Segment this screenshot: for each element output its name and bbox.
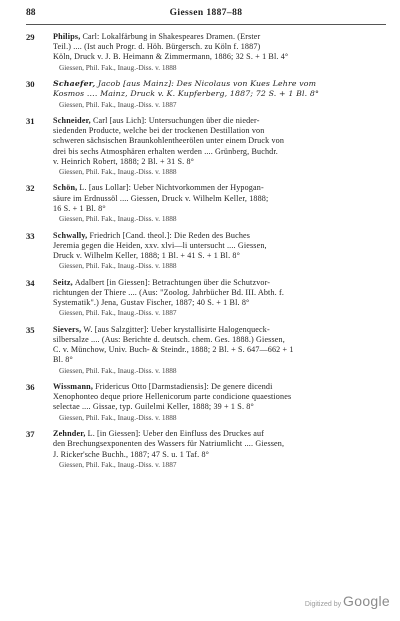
entry-line-text: Bl. 8° [53,355,73,365]
entry-number: 31 [26,115,35,126]
entry-line [53,402,386,412]
entry-line-text: v. Heinrich Robert, 1888; 2 Bl. + 31 S. 8° [53,156,195,166]
entry-line-text: silbersalze .... (Aus: Berichte d. deutsch. chem. Ges. 1888.) Giessen, [53,334,285,344]
entry-line [53,325,386,335]
entry-line-text: Adalbert [in Giessen]: Betrachtungen über die Schutzvor- [74,277,271,287]
entry-line [53,204,386,214]
page-number: 88 [26,8,36,18]
entry-line [53,241,386,251]
entry-text [53,278,386,309]
entry-line-text: L. [aus Lollar]: Ueber Nichtvorkommen der Hypogan- [79,183,264,193]
entry-line [53,355,386,365]
entry-line [53,183,386,193]
bibliography-entry [26,32,386,79]
entry-dissertation-note: Giessen, Phil. Fak., Inaug.-Diss. v. 1888 [59,167,177,176]
entry-line [53,157,386,167]
entry-text [53,32,386,63]
entry-line [53,126,386,136]
entry-line-text: Xenophonteo deque priore Hellenicorum parte condicione quaestiones [53,392,292,402]
entry-author: Schneider, [53,115,91,125]
entry-number: 32 [26,183,35,194]
entry-line-text: Jeremia gegen die Heiden, xxv. xlvi—li untersucht .... Giessen, [53,240,267,250]
bibliography-entry [26,382,386,429]
entry-number: 34 [26,277,35,288]
entry-number: 35 [26,324,35,335]
entry-line-text: den Brechungsexponenten des Wassers für Natriumlicht .... Giessen, [53,439,285,449]
entry-line-text: L. [in Giessen]: Ueber den Einfluss des Druckes auf [87,429,265,439]
entry-line-text: Carl: Lokalfärbung in Shakespeares Dramen. (Erster [82,32,261,41]
entry-line-text: säure im Erdnussöl .... Giessen, Druck v. Wilhelm Keller, 1888; [53,193,269,203]
entry-number: 33 [26,230,35,241]
entry-line [53,251,386,261]
entry-dissertation-note: Giessen, Phil. Fak., Inaug.-Diss. v. 1887 [59,308,177,318]
entry-line [53,450,386,460]
entry-author: Schön, [53,183,78,193]
watermark-prefix: Digitized by [304,601,342,608]
entry-line-text: selectae .... Gissae, typ. Guilelmi Keller, 1888; 39 + 1 S. 8° [53,402,254,412]
entry-text [53,183,386,214]
entry-number: 37 [26,429,35,440]
entry-line-text: Kosmos .... Mainz, Druck v. K. Kupferberg, 1887; 72 S. + 1 Bl. 8° [53,89,320,99]
entry-author: Zehnder, [53,429,86,439]
entry-text [53,79,386,99]
entry-line [53,298,386,308]
entry-author: Wissmann, [53,382,94,392]
entry-number: 36 [26,382,35,393]
entry-dissertation-note: Giessen, Phil. Fak., Inaug.-Diss. v. 1888 [59,62,177,72]
entry-author: Schaefer, [53,79,96,89]
entry-dissertation-note: Giessen, Phil. Fak., Inaug.-Diss. v. 1888 [59,412,177,422]
entry-line [53,278,386,288]
bibliography-entry [26,325,386,382]
entry-line [53,32,386,42]
entry-line-text: C. v. Münchow, Univ. Buch- & Steindr., 1888; 2 Bl. + S. 647—662 + 1 [53,345,294,355]
entry-line [53,231,386,241]
bibliography-entry [26,183,386,230]
entry-line-text: Köln, Druck v. J. B. Heimann & Zimmermann, 1886; 32 S. + 1 Bl. 4° [53,52,289,62]
entry-line-text: Teil.) .... (Ist auch Progr. d. Höh. Bürgersch. zu Köln f. 1887) [53,42,261,52]
entry-line [53,116,386,126]
bibliography-entry [26,116,386,184]
entry-list [26,32,386,476]
entry-line [53,345,386,355]
entry-author: Seitz, [53,277,73,287]
entry-line [53,439,386,449]
bibliography-entry [26,79,386,116]
entry-dissertation-note: Giessen, Phil. Fak., Inaug.-Diss. v. 1887 [59,459,177,469]
entry-line [53,335,386,345]
entry-line-text: Systematik".) Jena, Gustav Fischer, 1887; 40 S. + 1 Bl. 8° [53,298,250,308]
entry-dissertation-note: Giessen, Phil. Fak., Inaug.-Diss. v. 1888 [59,261,177,271]
digitization-watermark [0,593,390,609]
entry-line-text: Friedrich [Cand. theol.]: Die Reden des Buches [89,230,251,240]
entry-line-text: Druck v. Wilhelm Keller, 1888; 1 Bl. + 41 S. + 1 Bl. 8° [53,250,240,260]
header-rule [26,24,386,25]
page-header [26,8,386,22]
entry-line [53,288,386,298]
entry-line [53,79,386,89]
entry-line [53,89,386,99]
entry-dissertation-note: Giessen, Phil. Fak., Inaug.-Diss. v. 1887 [59,99,177,109]
entry-line [53,429,386,439]
entry-number: 30 [26,79,35,90]
entry-line [53,194,386,204]
entry-line-text: Carl [aus Lich]: Untersuchungen über die nieder- [92,115,260,125]
entry-line [53,392,386,402]
entry-line-text: siedenden Producte, welche bei der trockenen Destillation von [53,126,265,136]
entry-line [53,147,386,157]
entry-line-text: drei bis sechs Atmosphären erhalten werden .... Grünberg, Buchdr. [53,146,278,156]
entry-line-text: Fridericus Otto [Darmstadiensis]: De genere dicendi [95,382,273,392]
entry-line-text: 16 S. + 1 Bl. 8° [53,203,106,213]
entry-dissertation-note: Giessen, Phil. Fak., Inaug.-Diss. v. 1888 [59,365,177,375]
entry-line-text: schweren sächsischen Braunkohlentheerölen unter einem Druck von [53,136,285,146]
entry-line [53,382,386,392]
bibliography-entry [26,429,386,476]
google-logo: Google [343,593,390,609]
entry-line [53,136,386,146]
entry-line-text: J. Ricker'sche Buchh., 1887; 47 S. u. 1 Taf. 8° [53,449,210,459]
entry-line [53,42,386,52]
entry-line [53,52,386,62]
entry-number: 29 [26,32,35,42]
entry-dissertation-note: Giessen, Phil. Fak., Inaug.-Diss. v. 1888 [59,214,177,224]
entry-text [53,116,386,167]
entry-author: Philips, [53,32,81,41]
entry-line-text: W. [aus Salzgitter]: Ueber krystallisirte Halogenqueck- [83,324,270,334]
bibliography-entry [26,278,386,325]
entry-text [53,429,386,460]
entry-author: Schwally, [53,230,88,240]
entry-line-text: richtungen der Thiere .... (Aus: "Zoolog. Jahrbücher Bd. III. Abth. f. [53,287,285,297]
running-title: Giessen 1887–88 [169,8,243,18]
entry-text [53,231,386,262]
entry-text [53,325,386,366]
entry-author: Sievers, [53,324,82,334]
entry-line-text: Jacob [aus Mainz]: Des Nicolaus von Kues Lehre vom [97,79,317,89]
bibliography-entry [26,231,386,278]
entry-text [53,382,386,413]
